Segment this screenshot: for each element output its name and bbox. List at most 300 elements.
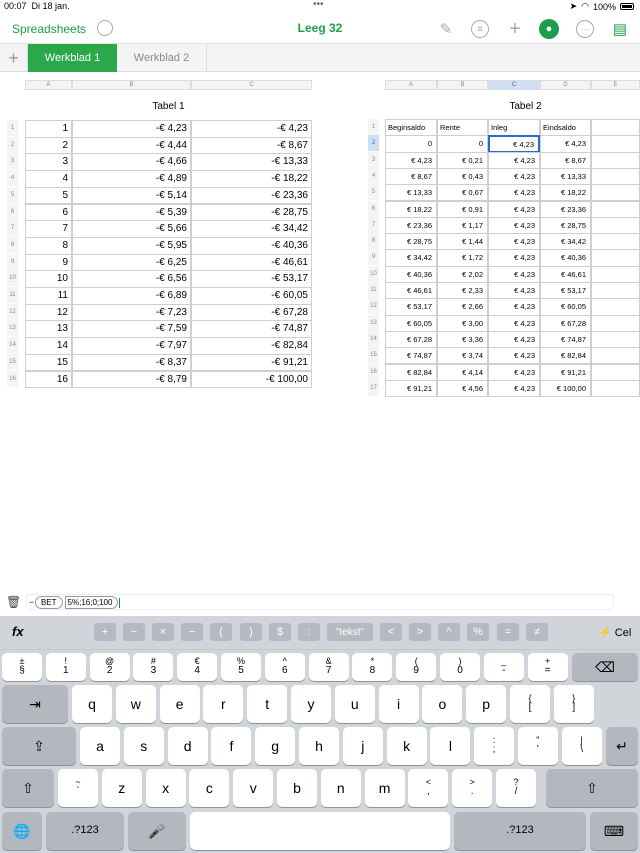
key-shift-label: #	[150, 656, 156, 667]
table-cell[interactable]: € 4,23	[488, 315, 540, 332]
table-cell[interactable]: -€ 91,21	[191, 354, 312, 372]
table-cell[interactable]	[591, 331, 640, 348]
table-cell[interactable]: -€ 74,87	[191, 320, 312, 338]
table-1-title[interactable]: Tabel 1	[152, 101, 185, 112]
table-cell[interactable]: € 60,05	[385, 315, 437, 332]
location-icon: ➤	[569, 1, 578, 11]
row-header[interactable]: 12	[368, 298, 379, 314]
table-cell[interactable]: -€ 4,89	[72, 170, 191, 188]
table-cell[interactable]: € 3,74	[437, 347, 488, 364]
row-header[interactable]: 7	[368, 217, 379, 233]
row-header[interactable]: 12	[7, 304, 18, 320]
table-cell[interactable]: € 8,67	[540, 152, 591, 169]
table-cell[interactable]: -€ 46,61	[191, 254, 312, 272]
symbol-key[interactable]	[452, 769, 492, 807]
table-2-title[interactable]: Tabel 2	[509, 101, 542, 112]
letter-key[interactable]	[387, 727, 427, 765]
row-header[interactable]: 11	[368, 282, 379, 298]
row-header[interactable]: 4	[7, 170, 18, 186]
numbers-key[interactable]	[454, 812, 586, 850]
letter-key[interactable]	[321, 769, 361, 807]
row-header[interactable]: 4	[368, 168, 379, 184]
backspace-key[interactable]: ⌫	[572, 653, 638, 681]
table-cell[interactable]: -€ 4,23	[72, 120, 191, 138]
table-cell[interactable]: € 4,23	[540, 135, 591, 152]
document-title[interactable]: Leeg 32	[297, 21, 343, 35]
table-cell[interactable]: € 0,67	[437, 184, 488, 201]
key-shift-label: ±	[19, 656, 25, 667]
symbol-key[interactable]	[562, 727, 602, 765]
key-shift-label: ?	[513, 777, 519, 788]
row-header[interactable]: 1	[368, 119, 379, 135]
text-cursor	[119, 598, 120, 608]
table-cell[interactable]: € 1,17	[437, 217, 488, 234]
letter-key[interactable]	[277, 769, 317, 807]
table-cell[interactable]: € 4,23	[488, 233, 540, 250]
table-cell[interactable]: € 74,87	[540, 331, 591, 348]
table-cell[interactable]: 2	[25, 137, 72, 155]
table-cell[interactable]: -€ 28,75	[191, 204, 312, 222]
symbol-key[interactable]	[474, 727, 514, 765]
table-cell[interactable]: -€ 4,23	[191, 120, 312, 138]
letter-key[interactable]	[255, 727, 295, 765]
shift-key[interactable]: ⇧	[2, 769, 54, 807]
symbol-key[interactable]	[58, 769, 98, 807]
table-cell[interactable]: € 34,42	[385, 249, 437, 266]
fx-button[interactable]: fx	[12, 624, 24, 639]
microphone-key[interactable]: 🎤	[128, 812, 186, 850]
letter-key[interactable]	[211, 727, 251, 765]
operator-key[interactable]: −	[123, 623, 145, 641]
row-header[interactable]: 13	[7, 320, 18, 336]
table-cell[interactable]: 10	[25, 270, 72, 288]
operator-key[interactable]: )	[240, 623, 262, 641]
table-cell[interactable]: € 67,28	[540, 315, 591, 332]
column-header[interactable]: C	[191, 80, 312, 90]
table-cell[interactable]: € 91,21	[540, 364, 591, 381]
table-cell[interactable]: € 28,75	[540, 217, 591, 234]
table-cell[interactable]: € 82,84	[540, 347, 591, 364]
letter-key[interactable]	[343, 727, 383, 765]
table-cell[interactable]	[591, 217, 640, 234]
table-cell[interactable]: -€ 4,66	[72, 153, 191, 171]
letter-key[interactable]	[299, 727, 339, 765]
table-cell[interactable]: € 13,33	[540, 168, 591, 185]
symbol-key[interactable]	[2, 653, 42, 681]
table-cell[interactable]: 6	[25, 204, 72, 222]
format-icon[interactable]: ≡	[471, 20, 489, 38]
table-cell[interactable]: -€ 6,25	[72, 254, 191, 272]
row-header[interactable]: 17	[368, 380, 379, 396]
table-cell[interactable]: € 34,42	[540, 233, 591, 250]
column-header-selected[interactable]: C	[488, 80, 540, 90]
table-cell[interactable]: 0	[385, 135, 437, 152]
table-cell[interactable]	[591, 266, 640, 283]
table-cell[interactable]: € 91,21	[385, 380, 437, 397]
key-label: k	[403, 737, 411, 754]
table-cell[interactable]	[591, 152, 640, 169]
table-cell[interactable]: € 13,33	[385, 184, 437, 201]
table-cell[interactable]: € 4,23	[488, 217, 540, 234]
table-cell[interactable]: € 74,87	[385, 347, 437, 364]
symbol-key[interactable]	[265, 653, 305, 681]
letter-key[interactable]	[291, 685, 331, 723]
symbol-key[interactable]	[396, 653, 436, 681]
key-label: b	[293, 779, 301, 796]
column-header[interactable]: B	[437, 80, 488, 90]
table-cell[interactable]: € 4,23	[488, 364, 540, 381]
operator-key[interactable]: (	[210, 623, 232, 641]
table-cell[interactable]: € 4,23	[488, 201, 540, 218]
row-header[interactable]: 10	[368, 266, 379, 282]
table-cell[interactable]: -€ 13,33	[191, 153, 312, 171]
table-cell[interactable]: € 4,23	[488, 168, 540, 185]
table-cell[interactable]: -€ 6,56	[72, 270, 191, 288]
operator-key[interactable]: :	[298, 623, 320, 641]
table-cell[interactable]: € 0,91	[437, 201, 488, 218]
table-cell[interactable]: € 4,56	[437, 380, 488, 397]
row-header[interactable]: 9	[368, 249, 379, 265]
return-key[interactable]: ↵	[606, 727, 638, 765]
row-header[interactable]: 15	[7, 354, 18, 370]
table-cell[interactable]: 8	[25, 237, 72, 255]
row-header[interactable]: 5	[368, 184, 379, 200]
letter-key[interactable]	[379, 685, 419, 723]
table-cell[interactable]: 12	[25, 304, 72, 322]
table-cell[interactable]: € 1,72	[437, 249, 488, 266]
table-cell[interactable]: Rente	[437, 119, 488, 136]
table-cell[interactable]: € 40,36	[385, 266, 437, 283]
back-button[interactable]: Spreadsheets	[12, 22, 87, 36]
key-label: i	[397, 695, 401, 712]
table-cell[interactable]: -€ 67,28	[191, 304, 312, 322]
table-cell[interactable]	[591, 135, 640, 152]
operator-key[interactable]: =	[497, 623, 519, 641]
table-cell[interactable]: -€ 82,84	[191, 337, 312, 355]
operator-key[interactable]: ≠	[526, 623, 548, 641]
table-cell[interactable]	[591, 364, 640, 381]
space-key[interactable]	[190, 812, 450, 850]
table-cell[interactable]: -€ 8,79	[72, 371, 191, 389]
table-cell[interactable]: 13	[25, 320, 72, 338]
function-arguments[interactable]: 5%;16;0;100	[65, 596, 119, 609]
letter-key[interactable]	[233, 769, 273, 807]
letter-key[interactable]	[189, 769, 229, 807]
table-cell[interactable]: 11	[25, 287, 72, 305]
row-header[interactable]: 9	[7, 254, 18, 270]
symbol-key[interactable]	[440, 653, 480, 681]
table-cell[interactable]: -€ 60,05	[191, 287, 312, 305]
letter-key[interactable]	[124, 727, 164, 765]
table-cell[interactable]: € 4,23	[488, 380, 540, 397]
formula-input[interactable]	[26, 594, 614, 610]
row-header[interactable]: 2	[368, 135, 379, 151]
table-cell[interactable]: -€ 18,22	[191, 170, 312, 188]
key-shift-label: |	[580, 735, 583, 746]
function-token[interactable]: BET	[35, 596, 63, 609]
row-header[interactable]: 16	[7, 371, 18, 387]
operator-key[interactable]: $	[269, 623, 291, 641]
add-icon[interactable]: +	[509, 17, 521, 40]
table-cell[interactable]: -€ 7,23	[72, 304, 191, 322]
key-label: 3	[150, 665, 157, 677]
letter-key[interactable]	[365, 769, 405, 807]
column-header[interactable]: A	[385, 80, 437, 90]
table-cell[interactable]	[591, 380, 640, 397]
key-label: g	[271, 737, 280, 754]
table-cell[interactable]: € 2,02	[437, 266, 488, 283]
table-cell[interactable]: € 4,14	[437, 364, 488, 381]
sheet-tabs	[0, 44, 640, 72]
tab-werkblad-1[interactable]: Werkblad 1	[28, 44, 117, 72]
table-cell[interactable]: -€ 5,95	[72, 237, 191, 255]
row-header[interactable]: 3	[368, 152, 379, 168]
table-cell[interactable]: € 67,28	[385, 331, 437, 348]
letter-key[interactable]	[168, 727, 208, 765]
table-cell[interactable]: -€ 8,67	[191, 137, 312, 155]
brush-icon[interactable]: ✎	[439, 21, 453, 38]
letter-key[interactable]	[116, 685, 156, 723]
operator-key[interactable]: <	[380, 623, 402, 641]
row-header[interactable]: 8	[7, 237, 18, 253]
table-cell[interactable]: € 2,33	[437, 282, 488, 299]
row-header[interactable]: 3	[7, 153, 18, 169]
key-label: a	[96, 737, 104, 754]
table-cell[interactable]: -€ 53,17	[191, 270, 312, 288]
row-header[interactable]: 11	[7, 287, 18, 303]
table-cell[interactable]: 5	[25, 187, 72, 205]
table-cell[interactable]: € 28,75	[385, 233, 437, 250]
table-cell[interactable]: € 3,36	[437, 331, 488, 348]
table-cell[interactable]: € 53,17	[385, 298, 437, 315]
operator-key[interactable]: ÷	[181, 623, 203, 641]
key-label: f	[229, 737, 234, 754]
table-cell[interactable]: € 4,23	[488, 184, 540, 201]
table-cell[interactable]	[591, 184, 640, 201]
row-header[interactable]: 14	[368, 331, 379, 347]
operator-key[interactable]: "tekst"	[327, 623, 373, 641]
letter-key[interactable]	[203, 685, 243, 723]
table-cell[interactable]: Inleg	[488, 119, 540, 136]
collaborate-icon[interactable]: ●	[539, 19, 559, 39]
table-cell[interactable]: € 4,23	[488, 347, 540, 364]
table-cell[interactable]	[591, 282, 640, 299]
add-sheet-button[interactable]: +	[0, 44, 28, 72]
table-cell[interactable]: € 100,00	[540, 380, 591, 397]
table-cell[interactable]: 16	[25, 371, 72, 389]
key-shift-label: @	[105, 656, 115, 667]
table-cell[interactable]: -€ 7,59	[72, 320, 191, 338]
symbol-key[interactable]	[408, 769, 448, 807]
key-label: \	[580, 744, 583, 756]
table-cell[interactable]: -€ 100,00	[191, 371, 312, 389]
symbol-key[interactable]	[90, 653, 130, 681]
symbol-key[interactable]	[352, 653, 392, 681]
key-shift-label: )	[458, 656, 462, 667]
table-cell[interactable]: € 18,22	[540, 184, 591, 201]
key-label: 9	[413, 665, 419, 677]
table-cell[interactable]: € 0,21	[437, 152, 488, 169]
selected-cell[interactable]: € 4,23	[488, 135, 540, 152]
key-label: =	[544, 665, 551, 677]
symbol-key[interactable]	[484, 653, 524, 681]
symbol-key[interactable]	[221, 653, 261, 681]
table-cell[interactable]: € 46,61	[540, 266, 591, 283]
table-cell[interactable]: 3	[25, 153, 72, 171]
table-cell[interactable]: -€ 6,89	[72, 287, 191, 305]
row-header[interactable]: 2	[7, 137, 18, 153]
table-cell[interactable]: € 8,67	[385, 168, 437, 185]
letter-key[interactable]	[72, 685, 112, 723]
row-header[interactable]: 8	[368, 233, 379, 249]
table-cell[interactable]	[591, 347, 640, 364]
table-cell[interactable]: € 23,36	[385, 217, 437, 234]
shift-key[interactable]: ⇧	[546, 769, 638, 807]
letter-key[interactable]	[160, 685, 200, 723]
row-header[interactable]: 13	[368, 315, 379, 331]
table-cell[interactable]: € 60,05	[540, 298, 591, 315]
letter-key[interactable]	[80, 727, 120, 765]
table-cell[interactable]: € 4,23	[488, 282, 540, 299]
letter-key[interactable]	[102, 769, 142, 807]
table-cell[interactable]: -€ 8,37	[72, 354, 191, 372]
letter-key[interactable]	[430, 727, 470, 765]
column-header[interactable]: D	[540, 80, 591, 90]
row-header[interactable]: 15	[368, 347, 379, 363]
table-cell[interactable]: 1	[25, 120, 72, 138]
operator-key[interactable]: ^	[438, 623, 460, 641]
table-cell[interactable]: 4	[25, 170, 72, 188]
symbol-key[interactable]	[554, 685, 594, 723]
table-cell[interactable]: -€ 7,97	[72, 337, 191, 355]
table-cell[interactable]: € 3,00	[437, 315, 488, 332]
table-cell[interactable]: -€ 4,44	[72, 137, 191, 155]
letter-key[interactable]	[422, 685, 462, 723]
key-label: /	[514, 786, 518, 798]
table-cell[interactable]: 7	[25, 220, 72, 238]
column-header[interactable]: A	[25, 80, 72, 90]
key-label: 8	[369, 665, 376, 677]
trash-icon[interactable]: 🗑	[6, 595, 22, 609]
numbers-key[interactable]	[46, 812, 124, 850]
symbol-key[interactable]	[177, 653, 217, 681]
symbol-key[interactable]	[309, 653, 349, 681]
column-header[interactable]: E	[591, 80, 640, 90]
hide-keyboard-key[interactable]: ⌨	[590, 812, 638, 850]
table-cell[interactable]: € 82,84	[385, 364, 437, 381]
table-cell[interactable]: -€ 40,36	[191, 237, 312, 255]
row-header[interactable]: 6	[368, 201, 379, 217]
row-header[interactable]: 6	[7, 204, 18, 220]
operator-key[interactable]: %	[467, 623, 489, 641]
symbol-key[interactable]	[510, 685, 550, 723]
table-cell[interactable]: € 46,61	[385, 282, 437, 299]
table-cell[interactable]: -€ 5,66	[72, 220, 191, 238]
row-header[interactable]: 16	[368, 364, 379, 380]
symbol-key[interactable]	[46, 653, 86, 681]
row-header[interactable]: 10	[7, 270, 18, 286]
symbol-key[interactable]	[528, 653, 568, 681]
key-label: r	[221, 695, 226, 712]
table-cell[interactable]: € 4,23	[488, 266, 540, 283]
letter-key[interactable]	[335, 685, 375, 723]
row-header[interactable]: 14	[7, 337, 18, 353]
table-cell[interactable]: -€ 5,39	[72, 204, 191, 222]
table-cell[interactable]: 9	[25, 254, 72, 272]
table-cell[interactable]	[591, 233, 640, 250]
table-cell[interactable]: -€ 23,36	[191, 187, 312, 205]
table-cell[interactable]	[591, 315, 640, 332]
symbol-key[interactable]	[496, 769, 536, 807]
table-cell[interactable]: € 4,23	[385, 152, 437, 169]
table-cell[interactable]: € 0,43	[437, 168, 488, 185]
key-shift-label: *	[370, 656, 375, 667]
key-shift-label: "	[536, 735, 540, 746]
row-header[interactable]: 7	[7, 220, 18, 236]
operator-key[interactable]: >	[409, 623, 431, 641]
tab-werkblad-2[interactable]: Werkblad 2	[117, 44, 207, 72]
table-cell[interactable]	[591, 298, 640, 315]
function-row	[0, 616, 640, 650]
row-header[interactable]: 1	[7, 120, 18, 136]
operator-key[interactable]: ×	[152, 623, 174, 641]
status-time: 00:07	[4, 1, 27, 11]
key-label: e	[175, 695, 184, 712]
letter-key[interactable]	[247, 685, 287, 723]
table-cell[interactable]: € 4,23	[488, 298, 540, 315]
key-shift-label: >	[469, 777, 475, 788]
tab-key[interactable]: ⇥	[2, 685, 68, 723]
shift-lock-key[interactable]: ⇪	[2, 727, 76, 765]
table-cell[interactable]: € 1,44	[437, 233, 488, 250]
multitasking-dots-icon[interactable]: •••	[313, 0, 324, 10]
key-shift-label: ~	[75, 777, 81, 788]
document-icon[interactable]: ▤	[612, 21, 628, 38]
globe-key[interactable]: 🌐	[2, 812, 42, 850]
letter-key[interactable]	[466, 685, 506, 723]
table-cell[interactable]: € 40,36	[540, 249, 591, 266]
table-cell[interactable]	[591, 201, 640, 218]
table-cell[interactable]: Eindsaldo	[540, 119, 591, 136]
more-icon[interactable]: ···	[576, 20, 594, 38]
column-header[interactable]: B	[72, 80, 191, 90]
table-cell[interactable]: 15	[25, 354, 72, 372]
symbol-key[interactable]	[133, 653, 173, 681]
letter-key[interactable]	[146, 769, 186, 807]
table-cell[interactable]: -€ 5,14	[72, 187, 191, 205]
table-cell[interactable]	[591, 168, 640, 185]
table-cell[interactable]: € 53,17	[540, 282, 591, 299]
table-cell[interactable]: -€ 34,42	[191, 220, 312, 238]
table-cell[interactable]: Beginsaldo	[385, 119, 437, 136]
table-cell[interactable]	[591, 249, 640, 266]
row-header[interactable]: 5	[7, 187, 18, 203]
table-cell[interactable]: € 4,23	[488, 152, 540, 169]
table-cell[interactable]: € 18,22	[385, 201, 437, 218]
cell-button[interactable]: ⚡ Cel	[598, 627, 632, 639]
undo-icon[interactable]	[97, 20, 113, 36]
table-cell[interactable]: 14	[25, 337, 72, 355]
table-cell[interactable]: 0	[437, 135, 488, 152]
table-cell[interactable]: € 4,23	[488, 249, 540, 266]
key-label: u	[350, 695, 359, 712]
table-cell[interactable]: € 2,66	[437, 298, 488, 315]
table-cell[interactable]	[591, 119, 640, 136]
table-cell[interactable]: € 23,36	[540, 201, 591, 218]
table-cell[interactable]: € 4,23	[488, 331, 540, 348]
operator-key[interactable]: +	[94, 623, 116, 641]
symbol-key[interactable]	[518, 727, 558, 765]
